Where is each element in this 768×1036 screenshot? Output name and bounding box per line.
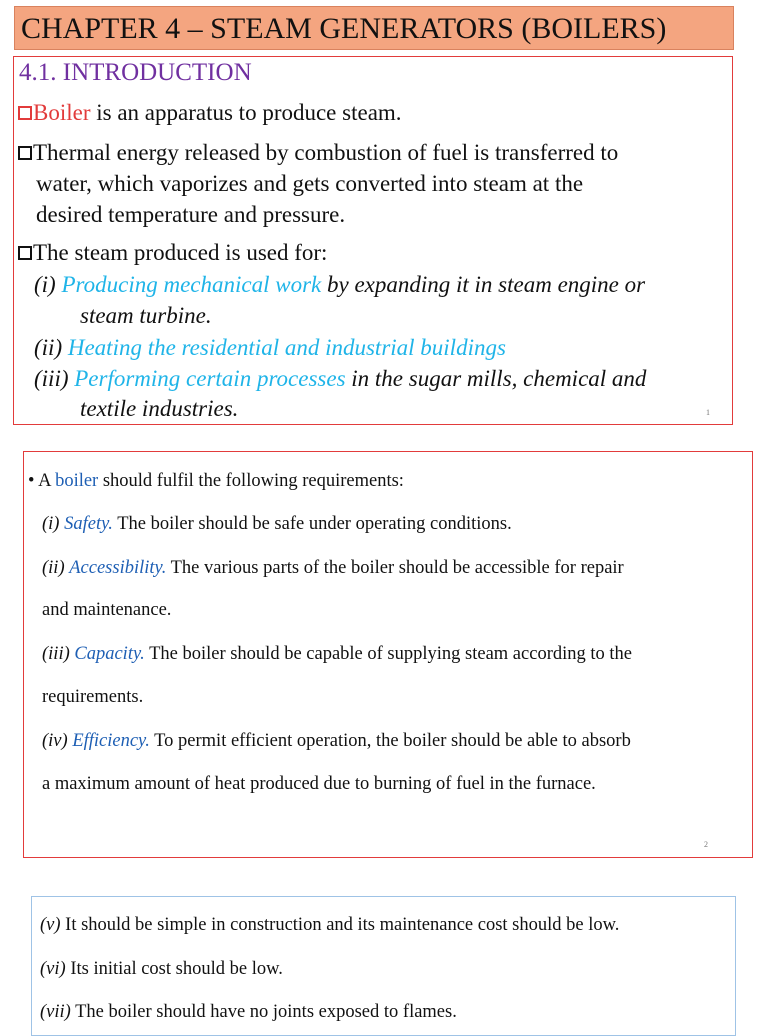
- requirement-item: (v) It should be simple in construction and its maintenance cost should be low.: [40, 915, 620, 935]
- slide-introduction: [13, 56, 733, 425]
- requirement-item: (ii) Accessibility. The various parts of the boiler should be accessible for repair: [42, 558, 624, 578]
- use-item: (ii) Heating the residential and industrial buildings: [34, 335, 506, 360]
- boiler-term: boiler: [55, 471, 99, 491]
- boiler-term: Boiler: [33, 100, 91, 125]
- requirement-continuation: a maximum amount of heat produced due to burning of fuel in the furnace.: [42, 774, 596, 794]
- bullet-thermal-energy: Thermal energy released by combustion of fuel is transferred to water, which vaporizes and gets converted into steam at the desired temperature and pressure.: [18, 137, 618, 230]
- use-item: (i) Producing mechanical work by expanding it in steam engine or: [34, 272, 646, 297]
- bullet-boiler-definition: Boiler is an apparatus to produce steam.: [18, 97, 402, 128]
- requirement-item: (iv) Efficiency. To permit efficient operation, the boiler should be able to absorb: [42, 731, 631, 751]
- section-heading: 4.1. INTRODUCTION: [19, 59, 252, 86]
- slide-requirements-continued: [31, 896, 736, 1036]
- slide-requirements: [23, 451, 753, 858]
- requirement-continuation: and maintenance.: [42, 600, 172, 620]
- requirement-item: (i) Safety. The boiler should be safe under operating conditions.: [42, 514, 512, 534]
- use-item-continuation: steam turbine.: [80, 303, 212, 328]
- checkbox-bullet-icon: [18, 146, 32, 160]
- requirement-item: (vii) The boiler should have no joints exposed to flames.: [40, 1002, 457, 1022]
- bullet-steam-uses: The steam produced is used for:: [18, 237, 327, 268]
- use-item: (iii) Performing certain processes in the sugar mills, chemical and: [34, 366, 647, 391]
- use-item-continuation: textile industries.: [80, 396, 239, 421]
- page-number: 2: [704, 840, 708, 849]
- chapter-title: CHAPTER 4 – STEAM GENERATORS (BOILERS): [14, 6, 734, 50]
- page-number: 1: [706, 408, 710, 417]
- requirement-item: (vi) Its initial cost should be low.: [40, 959, 283, 979]
- checkbox-bullet-icon: [18, 246, 32, 260]
- requirement-item: (iii) Capacity. The boiler should be capable of supplying steam according to the: [42, 644, 632, 664]
- checkbox-bullet-icon: [18, 106, 32, 120]
- requirements-intro: • A boiler should fulfil the following requirements:: [28, 471, 404, 491]
- requirement-continuation: requirements.: [42, 687, 144, 707]
